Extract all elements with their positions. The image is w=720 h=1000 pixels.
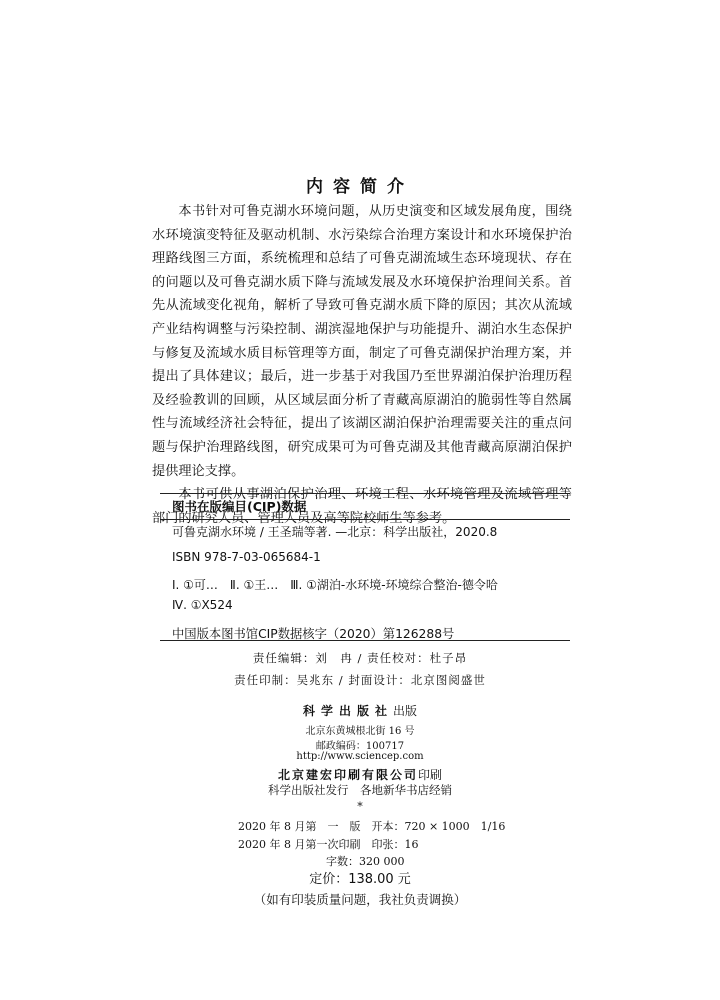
cip-classification: Ⅰ. ①可… Ⅱ. ①王… Ⅲ. ①湖泊-水环境-环境综合整治-德令哈 (172, 578, 498, 592)
publisher-suffix: 出版 (393, 704, 418, 718)
separator-asterisk: * (357, 800, 363, 813)
edition-line: 2020 年 8 月第 一 版 开本：720 × 1000 1/16 (238, 820, 506, 833)
cip-entry: 可鲁克湖水环境 / 王圣瑞等著. —北京：科学出版社，2020.8 (172, 525, 498, 539)
quality-notice: （如有印装质量问题，我社负责调换） (253, 892, 467, 907)
credits-editors: 责任编辑：刘 冉 / 责任校对：杜子昂 (252, 651, 468, 665)
publisher-line (0, 700, 720, 719)
distribution-line: 科学出版社发行 各地新华书店经销 (268, 783, 452, 797)
printing-line: 2020 年 8 月第一次印刷 印张：16 (238, 838, 419, 851)
cip-bottom-rule (160, 640, 570, 641)
cip-isbn: ISBN 978-7-03-065684-1 (172, 550, 321, 564)
price: 定价：138.00 元 (309, 872, 411, 887)
summary-title: 内容简介 (306, 177, 414, 197)
summary-paragraph: 本书可供从事湖泊保护治理、环境工程、水环境管理及流域管理等部门的研究人员、管理人员及高等院校师生等参考。 (152, 487, 572, 526)
word-count: 字数：320 000 (326, 855, 405, 868)
printer-line (0, 764, 720, 783)
publisher-postcode: 邮政编码：100717 (315, 741, 405, 752)
summary-paragraph: 本书针对可鲁克湖水环境问题，从历史演变和区域发展角度，围绕水环境演变特征及驱动机制、水污染综合治理方案设计和水环境保护治理路线图三方面，系统梳理和总结了可鲁克湖流域生态环境现状、存在的问题以及可鲁克湖水质下降与流域发展及水环境保护治理间关系。首先从流域变化视角，解析了导致可鲁克湖水质下降的原因；其次从流域产业结构调整与污染控制、湖滨湿地保护与功能提升、湖泊水生态保护与修复及流域水质目标管理等方面，制定了可鲁克湖保护治理方案，并提出了具体建议；最后，进一步基于对我国乃至世界湖泊保护治理历程及经验教训的回顾，从区域层面分析了青藏高原湖泊的脆弱性等自然属性与流域经济社会特征，提出了该湖区湖泊保护治理需要关注的重点问题与保护治理路线图，研究成果可为可鲁克湖及其他青藏高原湖泊保护提供理论支撑。 (152, 204, 572, 479)
publisher-address: 北京东黄城根北街 16 号 (305, 726, 415, 737)
cip-header: 图书在版编目(CIP)数据 (160, 493, 570, 520)
printer-suffix: 印刷 (418, 768, 443, 782)
publisher-website: http://www.sciencep.com (296, 751, 424, 762)
summary-body (152, 200, 572, 530)
cip-record-number: 中国版本图书馆CIP数据核字（2020）第126288号 (172, 627, 455, 641)
publisher-name: 科学出版社 (302, 704, 393, 718)
cip-classification: Ⅳ. ①X524 (172, 598, 233, 612)
printer-name: 北京建宏印刷有限公司 (277, 768, 418, 782)
credits-production: 责任印制：吴兆东 / 封面设计：北京图阅盛世 (234, 673, 486, 687)
